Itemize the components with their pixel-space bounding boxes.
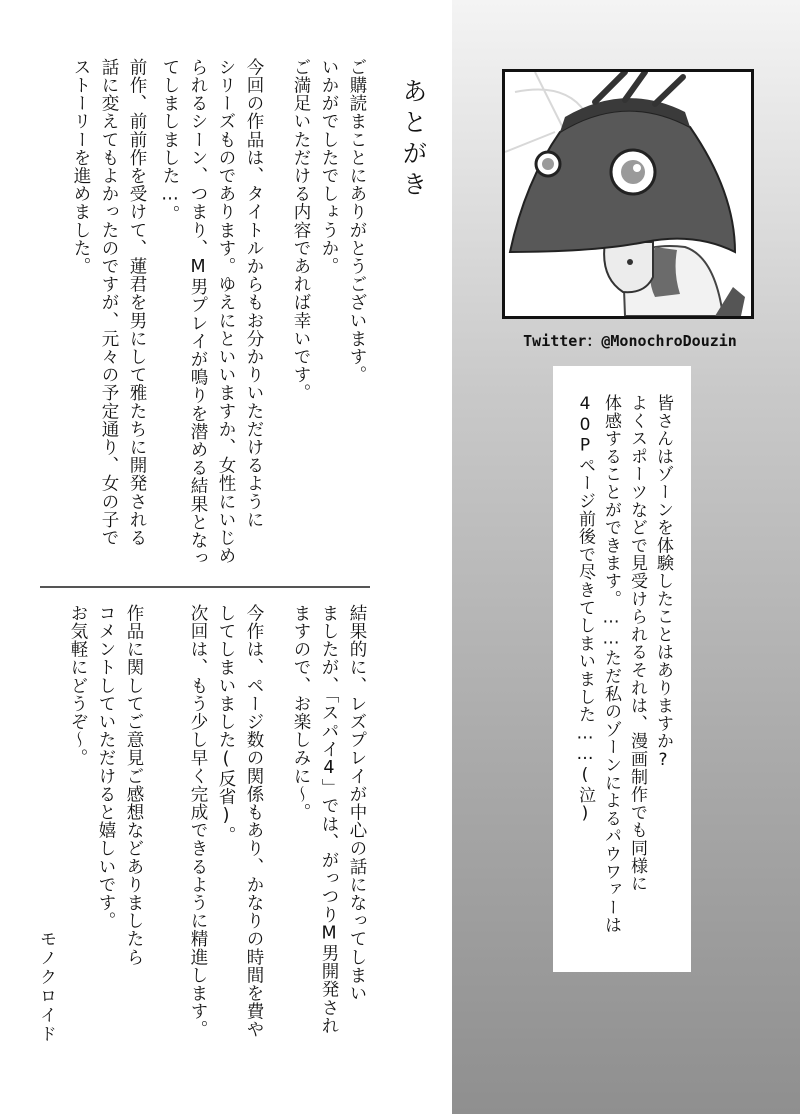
afterword-line-5: 今回の作品は、タイトルからもお分かりいただけるように	[244, 58, 264, 529]
character-portrait-icon	[505, 72, 751, 316]
note-line-1: 皆さんはゾーンを体験したことはありますか?	[653, 394, 673, 771]
afterword-line-2: いかがでしたでしょうか。	[319, 58, 339, 276]
note-line-4: 40Pページ前後で尽きてしまいました……(泣)	[575, 394, 595, 825]
twitter-handle: Twitter：@MonochroDouzin	[523, 332, 737, 350]
afterword-lower-line-7: 次回は、もう少し早く完成できるように精進します。	[188, 604, 208, 1039]
afterword-lower-line-9: 作品に関してご意見ご感想などありましたら	[124, 604, 144, 966]
afterword-lower-line-11: お気軽にどうぞ〜。	[68, 604, 88, 767]
afterword-line-12: ストーリーを進めました。	[71, 58, 91, 276]
afterword-line-8: てしましました…。	[160, 58, 180, 224]
afterword-line-10: 前作、前前作を受けて、蓮君を男にして雅たちに開発される	[127, 58, 147, 547]
afterword-title: あとがき	[399, 78, 428, 202]
author-avatar	[502, 69, 754, 319]
afterword-lower-line-3: ますので、お楽しみに〜。	[291, 604, 311, 822]
afterword-lower-line-1: 結果的に、レズプレイが中心の話になってしまい	[347, 604, 367, 1003]
afterword-line-7: られるシーン、つまり、M男プレイが鳴りを潜める結果となっ	[188, 58, 208, 568]
note-box	[553, 366, 691, 972]
afterword-lower-line-2: ましたが、「スパイ4」では、がっつりM男開発され	[319, 604, 339, 1035]
afterword-line-6: シリーズものであります。ゆえにといいますか、女性にいじめ	[216, 58, 236, 565]
note-line-2: よくスポーツなどで見受けられるそれは、漫画制作でも同様に	[627, 394, 647, 893]
afterword-lower-line-6: してしまいました(反省)。	[216, 604, 236, 845]
afterword-lower-line-5: 今作は、ページ数の関係もあり、かなりの時間を費や	[244, 604, 264, 1039]
afterword-lower-line-10: コメントしていただけると嬉しいです。	[96, 604, 116, 930]
note-line-3: 体感することができます。……ただ私のゾーンによるパウワァーは	[601, 394, 621, 934]
section-divider	[40, 586, 370, 588]
afterword-line-3: ご満足いただける内容であれば幸いです。	[291, 58, 311, 402]
afterword-line-1: ご購読まことにありがとうございます。	[347, 58, 367, 384]
author-signature: モノクロイド	[36, 930, 56, 1044]
afterword-line-11: 話に変えてもよかったのですが、元々の予定通り、女の子で	[99, 58, 119, 547]
